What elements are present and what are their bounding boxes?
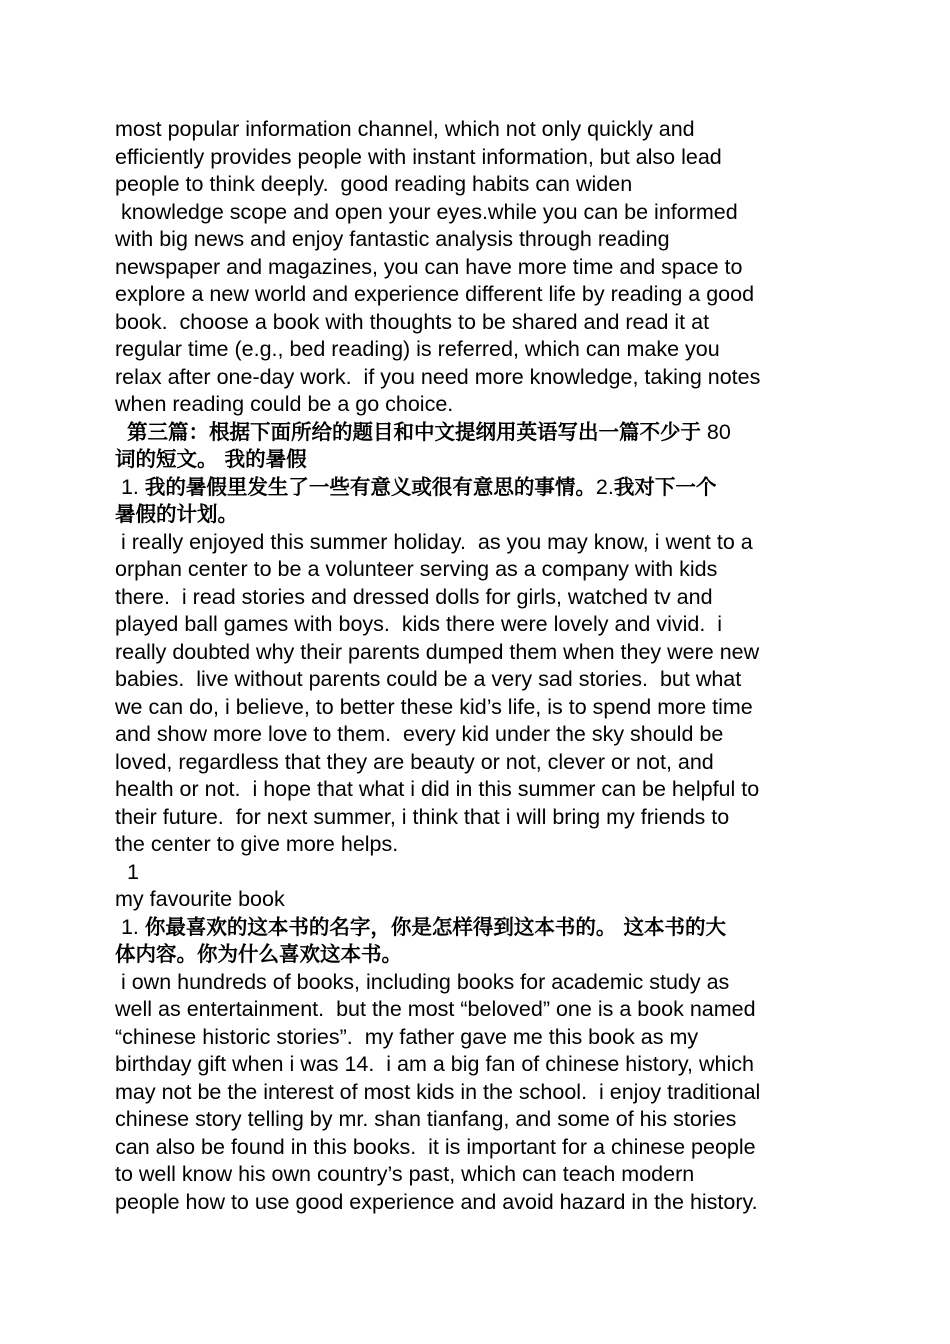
text-segment: and show more love to them. every kid under the sky should be	[115, 722, 724, 746]
text-segment: their future. for next summer, i think that i will bring my friends to	[115, 804, 730, 829]
text-segment: 1	[115, 859, 139, 884]
text-line	[115, 1161, 837, 1189]
text-segment: really doubted why their parents dumped them when they were new	[115, 639, 760, 664]
text-line	[115, 364, 837, 392]
text-line	[115, 886, 837, 914]
text-segment: 1.	[115, 474, 145, 499]
text-segment: people how to use good experience and avoid hazard in the history.	[115, 1189, 758, 1214]
text-segment	[115, 420, 127, 444]
text-line	[115, 611, 837, 639]
text-line	[115, 749, 837, 777]
text-line	[115, 584, 837, 612]
text-segment: played ball games with boys. kids there were lovely and vivid. i	[115, 612, 723, 636]
text-segment: loved, regardless that they are beauty or not, clever or not, and	[115, 749, 714, 774]
text-line	[115, 639, 837, 667]
chinese-text-segment: 第三篇：根据下面所给的题目和中文提纲用英语写出一篇不少于	[126, 419, 701, 444]
chinese-text-segment: 我对下一个	[613, 474, 717, 499]
text-segment: can also be found in this books. it is important for a chinese people	[115, 1134, 756, 1159]
text-segment: my favourite book	[115, 887, 285, 911]
text-segment: 80	[700, 419, 731, 444]
text-line	[115, 721, 837, 749]
text-line	[115, 171, 837, 199]
text-segment: i really enjoyed this summer holiday. as you may know, i went to a	[115, 529, 753, 554]
text-segment: relax after one-day work. if you need more knowledge, taking notes	[115, 364, 761, 389]
text-segment: people to think deeply. good reading habits can widen	[115, 172, 633, 196]
text-segment: newspaper and magazines, you can have more time and space to	[115, 254, 743, 279]
text-segment: most popular information channel, which not only quickly and	[115, 117, 695, 141]
text-line	[115, 391, 837, 419]
text-line	[115, 1189, 837, 1217]
text-segment: regular time (e.g., bed reading) is referred, which can make you	[115, 337, 720, 361]
text-segment: health or not. i hope that what i did in this summer can be helpful to	[115, 777, 760, 801]
text-segment: 1.	[115, 914, 145, 939]
text-line	[115, 666, 837, 694]
text-line	[115, 1024, 837, 1052]
text-line	[115, 941, 837, 969]
text-segment: may not be the interest of most kids in the school. i enjoy traditional	[115, 1079, 761, 1104]
text-segment: chinese story telling by mr. shan tianfang, and some of his stories	[115, 1107, 737, 1131]
text-line	[115, 474, 837, 502]
text-line	[115, 859, 837, 887]
document-page	[115, 116, 837, 1216]
text-segment: knowledge scope and open your eyes.while you can be informed	[115, 199, 738, 224]
text-line	[115, 116, 837, 144]
text-segment: with big news and enjoy fantastic analysis through reading	[115, 227, 670, 251]
text-line	[115, 144, 837, 172]
chinese-text-segment: 词的短文。 我的暑假	[115, 447, 307, 471]
text-line	[115, 281, 837, 309]
text-segment: 2.	[595, 474, 614, 499]
chinese-text-segment: 我的暑假里发生了一些有意义或很有意思的事情。	[144, 474, 596, 499]
text-line	[115, 1051, 837, 1079]
text-line	[115, 914, 837, 942]
text-segment: babies. live without parents could be a very sad stories. but what	[115, 667, 742, 691]
text-segment: well as entertainment. but the most “beloved” one is a book named	[115, 997, 756, 1021]
text-segment: birthday gift when i was 14. i am a big fan of chinese history, which	[115, 1052, 754, 1076]
text-segment: book. choose a book with thoughts to be shared and read it at	[115, 309, 710, 334]
text-line	[115, 1134, 837, 1162]
text-line	[115, 996, 837, 1024]
text-line	[115, 254, 837, 282]
chinese-text-segment: 你最喜欢的这本书的名字，你是怎样得到这本书的。 这本书的大	[144, 914, 727, 939]
text-segment: there. i read stories and dressed dolls for girls, watched tv and	[115, 584, 713, 609]
chinese-text-segment: 暑假的计划。	[115, 502, 238, 526]
text-line	[115, 694, 837, 722]
text-line	[115, 1079, 837, 1107]
text-segment: to well know his own country’s past, which can teach modern	[115, 1162, 695, 1186]
text-line	[115, 419, 837, 447]
text-line	[115, 226, 837, 254]
text-line	[115, 309, 837, 337]
chinese-text-segment: 体内容。你为什么喜欢这本书。	[115, 942, 402, 966]
text-segment: orphan center to be a volunteer serving as a company with kids	[115, 557, 718, 581]
text-line	[115, 199, 837, 227]
text-segment: we can do, i believe, to better these kid’s life, is to spend more time	[115, 694, 753, 719]
text-line	[115, 529, 837, 557]
text-line	[115, 831, 837, 859]
text-segment: the center to give more helps.	[115, 832, 399, 856]
text-line	[115, 1106, 837, 1134]
text-line	[115, 804, 837, 832]
text-line	[115, 501, 837, 529]
text-line	[115, 556, 837, 584]
text-line	[115, 446, 837, 474]
text-segment: when reading could be a go choice.	[115, 392, 454, 416]
text-segment: explore a new world and experience different life by reading a good	[115, 282, 755, 306]
text-line	[115, 336, 837, 364]
text-segment: efficiently provides people with instant information, but also lead	[115, 144, 722, 169]
text-line	[115, 776, 837, 804]
text-line	[115, 969, 837, 997]
text-segment: i own hundreds of books, including books for academic study as	[115, 969, 730, 994]
text-segment: “chinese historic stories”. my father gave me this book as my	[115, 1024, 699, 1049]
